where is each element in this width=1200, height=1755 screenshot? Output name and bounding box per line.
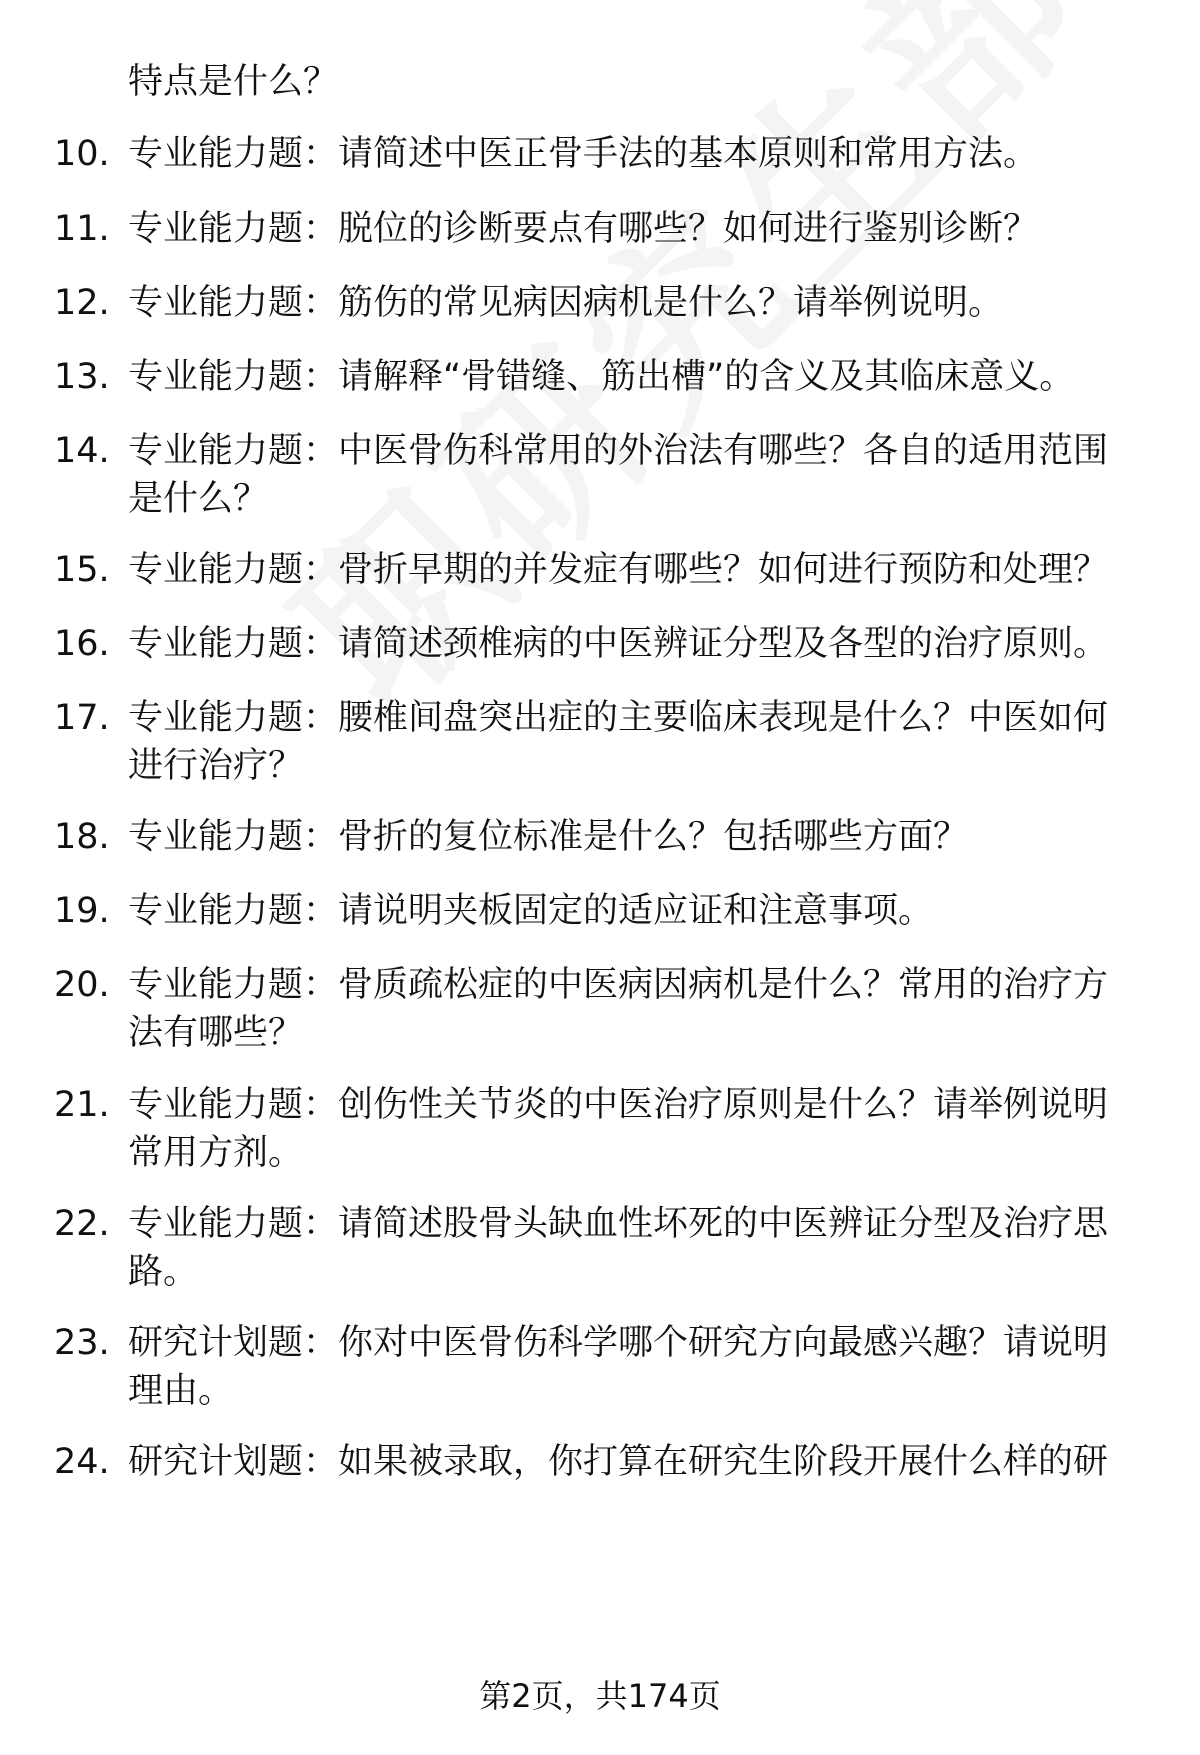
question-number: 19. [54,891,110,931]
question-text: 专业能力题：请简述股骨头缺血性坏死的中医辨证分型及治疗思 路。 [128,1204,1109,1292]
question-number: 13. [54,357,110,397]
question-number: 10. [54,134,110,174]
question-number: 15. [54,550,110,590]
question-number: 11. [54,209,110,249]
question-text: 专业能力题：中医骨伤科常用的外治法有哪些？各自的适用范围 是什么？ [128,431,1109,519]
question-text: 专业能力题：请简述颈椎病的中医辨证分型及各型的治疗原则。 [128,624,1109,664]
question-number: 22. [54,1204,110,1244]
question-text: 专业能力题：请说明夹板固定的适应证和注意事项。 [128,891,934,931]
question-text: 专业能力题：创伤性关节炎的中医治疗原则是什么？请举例说明 常用方剂。 [128,1085,1109,1173]
question-number: 12. [54,283,110,323]
question-text: 专业能力题：骨折的复位标准是什么？包括哪些方面？ [128,817,969,857]
question-text: 专业能力题：请简述中医正骨手法的基本原则和常用方法。 [128,134,1039,174]
question-text: 专业能力题：请解释“骨错缝、筋出槽”的含义及其临床意义。 [128,357,1075,397]
question-text: 专业能力题：骨折早期的并发症有哪些？如何进行预防和处理？ [128,550,1109,590]
page-footer: 第2页，共174页 [479,1677,721,1715]
question-number: 20. [54,965,110,1005]
question-text: 特点是什么？ [128,62,339,102]
question-number: 24. [54,1442,110,1482]
question-text: 研究计划题：你对中医骨伤科学哪个研究方向最感兴趣？请说明 理由。 [128,1323,1109,1411]
question-number: 21. [54,1085,110,1125]
question-number: 23. [54,1323,110,1363]
question-number: 14. [54,431,110,471]
question-text: 专业能力题：筋伤的常见病因病机是什么？请举例说明。 [128,283,1004,323]
question-number: 18. [54,817,110,857]
question-text: 专业能力题：腰椎间盘突出症的主要临床表现是什么？中医如何 进行治疗？ [128,698,1109,786]
question-number: 16. [54,624,110,664]
question-text: 专业能力题：脱位的诊断要点有哪些？如何进行鉴别诊断？ [128,209,1039,249]
question-text: 专业能力题：骨质疏松症的中医病因病机是什么？常用的治疗方 法有哪些？ [128,965,1109,1053]
question-text: 研究计划题：如果被录取，你打算在研究生阶段开展什么样的研 [128,1442,1109,1482]
question-number: 17. [54,698,110,738]
